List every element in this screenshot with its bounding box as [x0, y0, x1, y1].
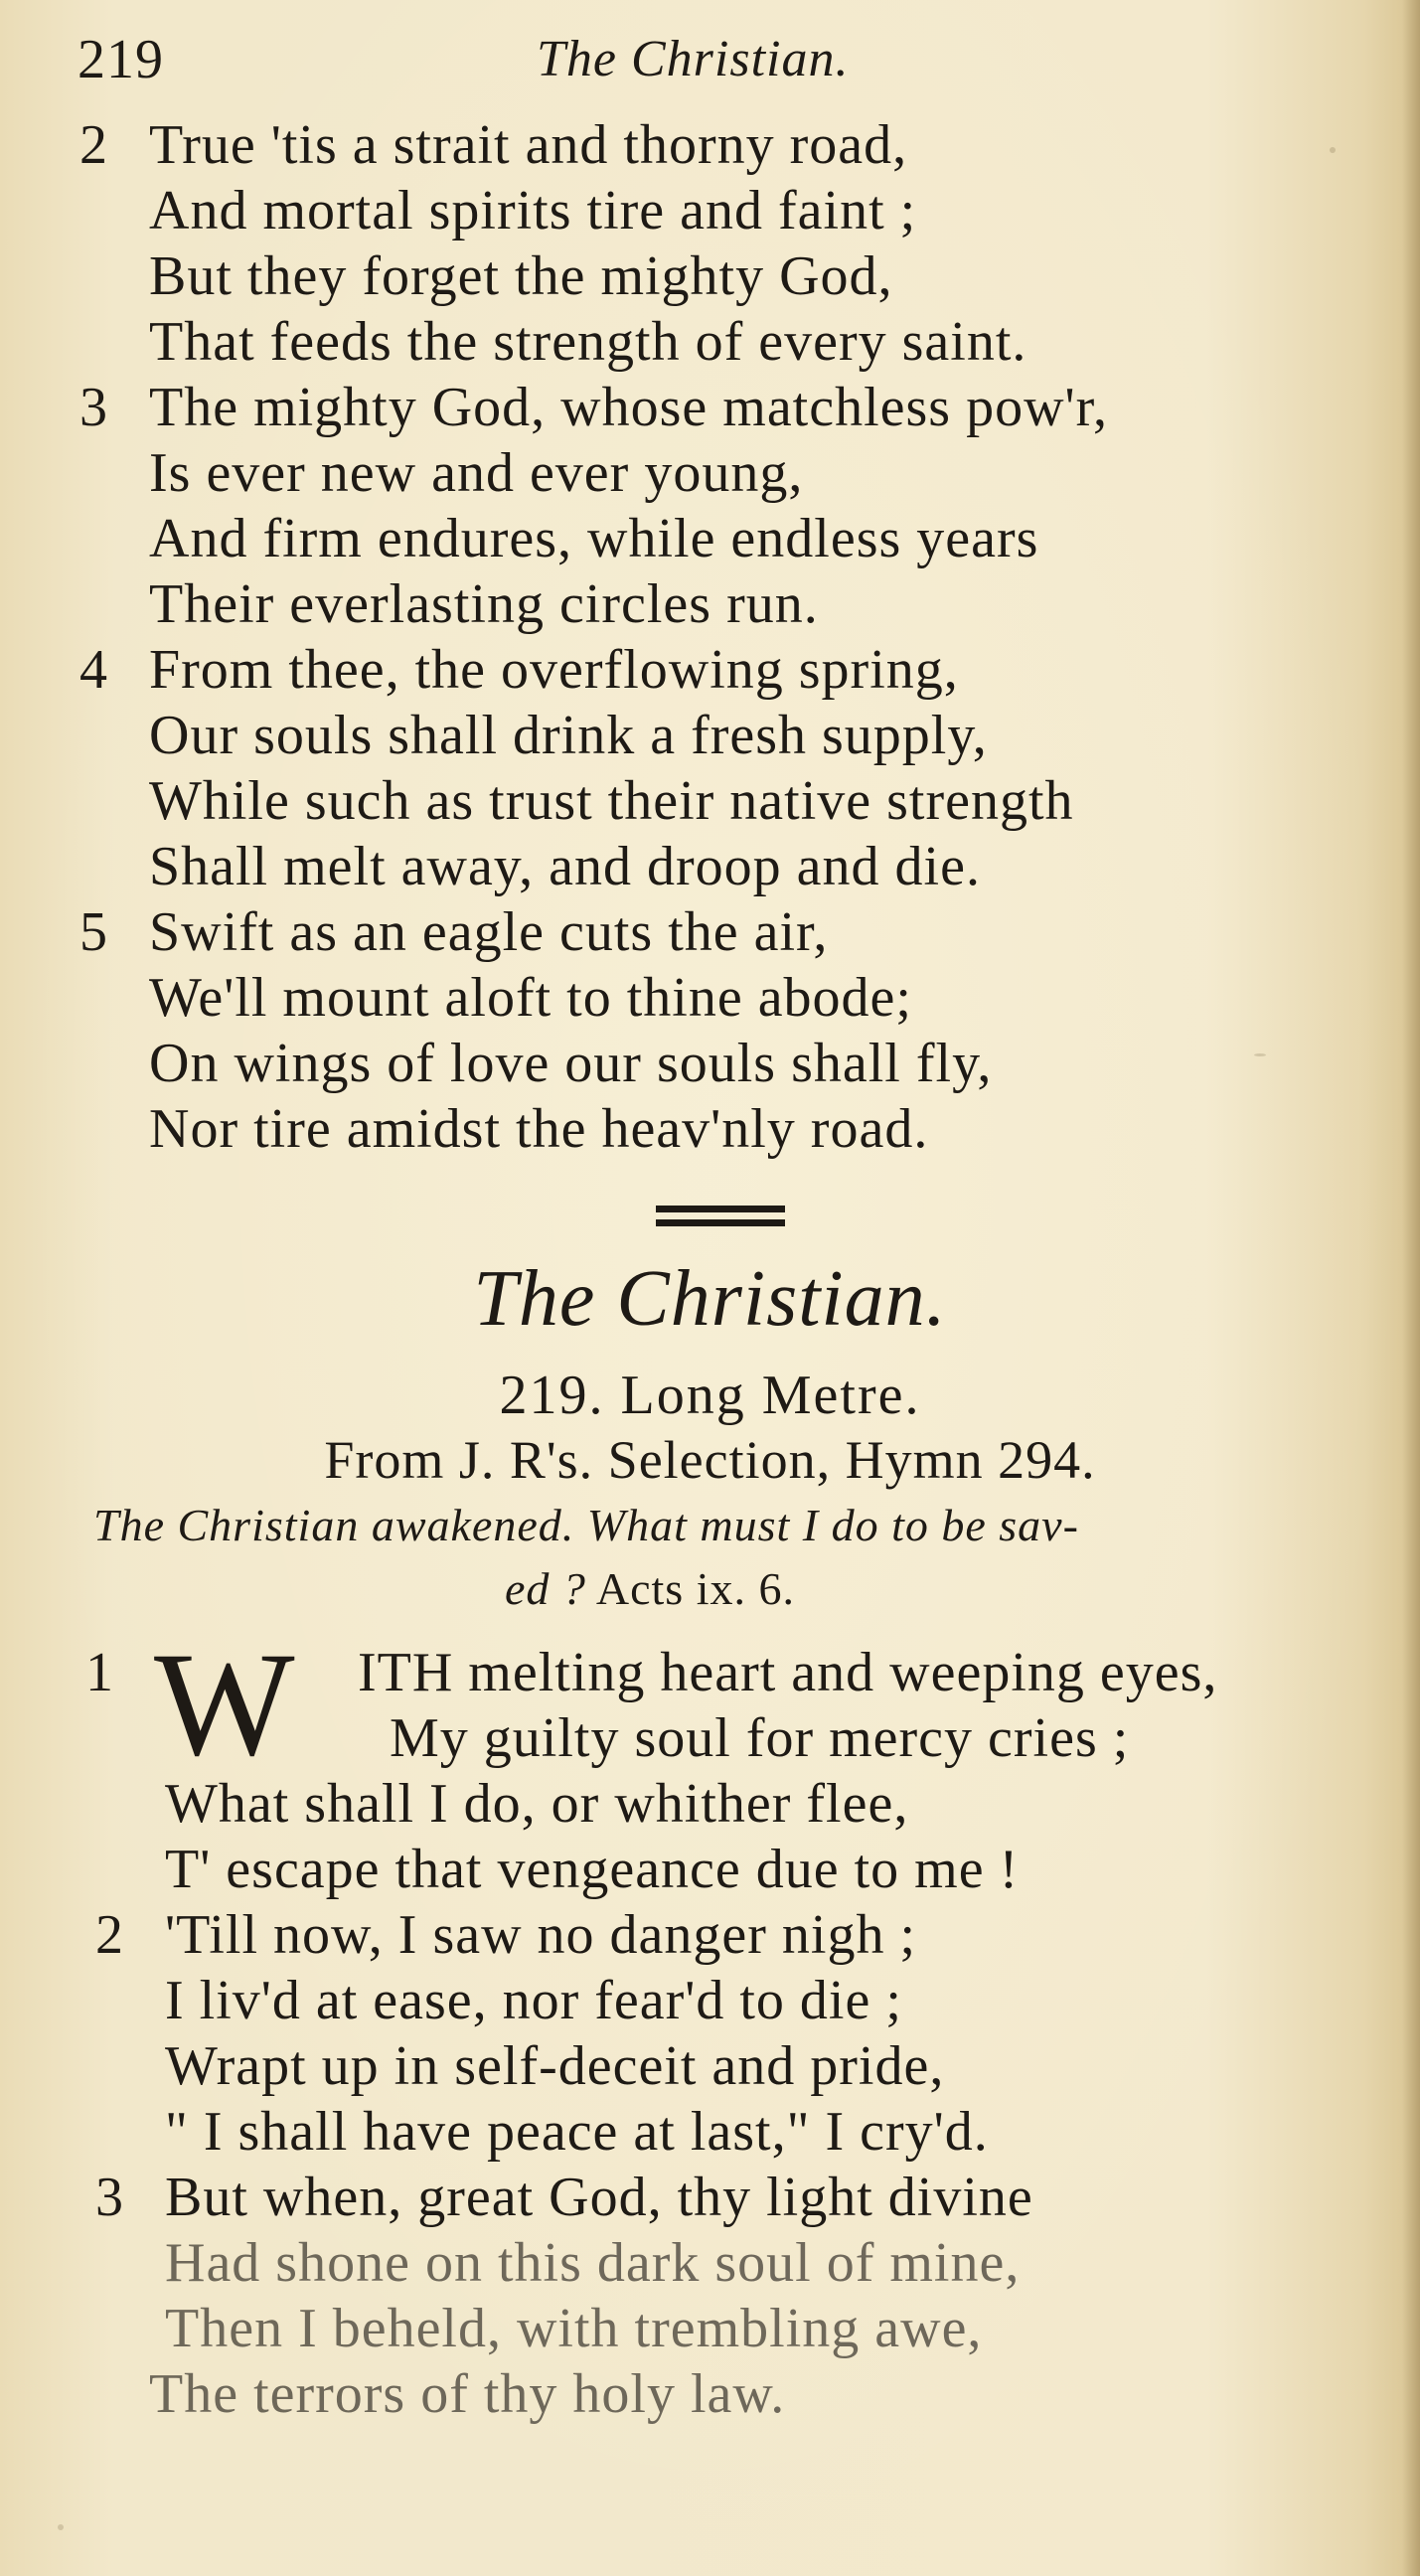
- section-divider-rule: [656, 1219, 785, 1226]
- verse-line: Nor tire amidst the heav'nly road.: [149, 1098, 929, 1160]
- verse-line: Is ever new and ever young,: [149, 442, 804, 504]
- hymn-subtitle-continued: [505, 1562, 795, 1615]
- paper-speck: [1254, 1053, 1266, 1056]
- verse-line: But they forget the mighty God,: [149, 245, 893, 307]
- verse-line: Shall melt away, and droop and die.: [149, 836, 981, 897]
- verse-number: 2: [79, 114, 107, 176]
- verse-line: That feeds the strength of every saint.: [149, 311, 1027, 373]
- verse-line: But when, great God, thy light divine: [165, 2167, 1033, 2228]
- verse-line: What shall I do, or whither flee,: [165, 1773, 909, 1835]
- verse-line: And mortal spirits tire and faint ;: [149, 180, 917, 242]
- verse-line: ITH melting heart and weeping eyes,: [358, 1642, 1218, 1703]
- running-title: The Christian.: [537, 31, 850, 87]
- verse-line: " I shall have peace at last," I cry'd.: [165, 2101, 989, 2163]
- verse-line: T' escape that vengeance due to me !: [165, 1839, 1020, 1900]
- verse-number: 3: [95, 2167, 123, 2228]
- page-number: 219: [78, 29, 164, 90]
- verse-number: 3: [79, 377, 107, 438]
- paper-speck: [58, 2524, 64, 2530]
- verse-line: I liv'd at ease, nor fear'd to die ;: [165, 1970, 902, 2031]
- verse-line: We'll mount aloft to thine abode;: [149, 967, 912, 1029]
- verse-line: The mighty God, whose matchless pow'r,: [149, 377, 1109, 438]
- verse-number: 4: [79, 639, 107, 701]
- verse-number: 2: [95, 1904, 123, 1966]
- verse-line: While such as trust their native strength: [149, 770, 1074, 832]
- verse-line: Our souls shall drink a fresh supply,: [149, 705, 988, 766]
- verse-line: Wrapt up in self-deceit and pride,: [165, 2035, 945, 2097]
- verse-line: Had shone on this dark soul of mine,: [165, 2232, 1021, 2294]
- verse-line: True 'tis a strait and thorny road,: [149, 114, 908, 176]
- hymn-meter: 219. Long Metre.: [499, 1365, 921, 1426]
- section-title: The Christian.: [473, 1255, 947, 1343]
- verse-line: Their everlasting circles run.: [149, 573, 819, 635]
- verse-line: Swift as an eagle cuts the air,: [149, 901, 829, 963]
- subtitle-fragment: ed ?: [505, 1563, 586, 1614]
- verse-line: On wings of love our souls shall fly,: [149, 1033, 993, 1094]
- hymn-subtitle: The Christian awakened. What must I do to be sav-: [93, 1500, 1079, 1550]
- verse-line: Then I beheld, with trembling awe,: [165, 2298, 983, 2359]
- section-divider-rule: [656, 1206, 785, 1212]
- paper-speck: [1330, 147, 1336, 153]
- hymn-source: From J. R's. Selection, Hymn 294.: [324, 1430, 1096, 1490]
- verse-line: And firm endures, while endless years: [149, 508, 1039, 569]
- verse-number: 1: [85, 1642, 113, 1703]
- verse-line: My guilty soul for mercy cries ;: [390, 1707, 1130, 1769]
- drop-cap: W: [154, 1622, 295, 1787]
- verse-line: From thee, the overflowing spring,: [149, 639, 959, 701]
- verse-number: 5: [79, 901, 107, 963]
- scripture-reference: Acts ix. 6.: [585, 1563, 795, 1614]
- verse-line: The terrors of thy holy law.: [149, 2363, 786, 2425]
- verse-line: 'Till now, I saw no danger nigh ;: [165, 1904, 917, 1966]
